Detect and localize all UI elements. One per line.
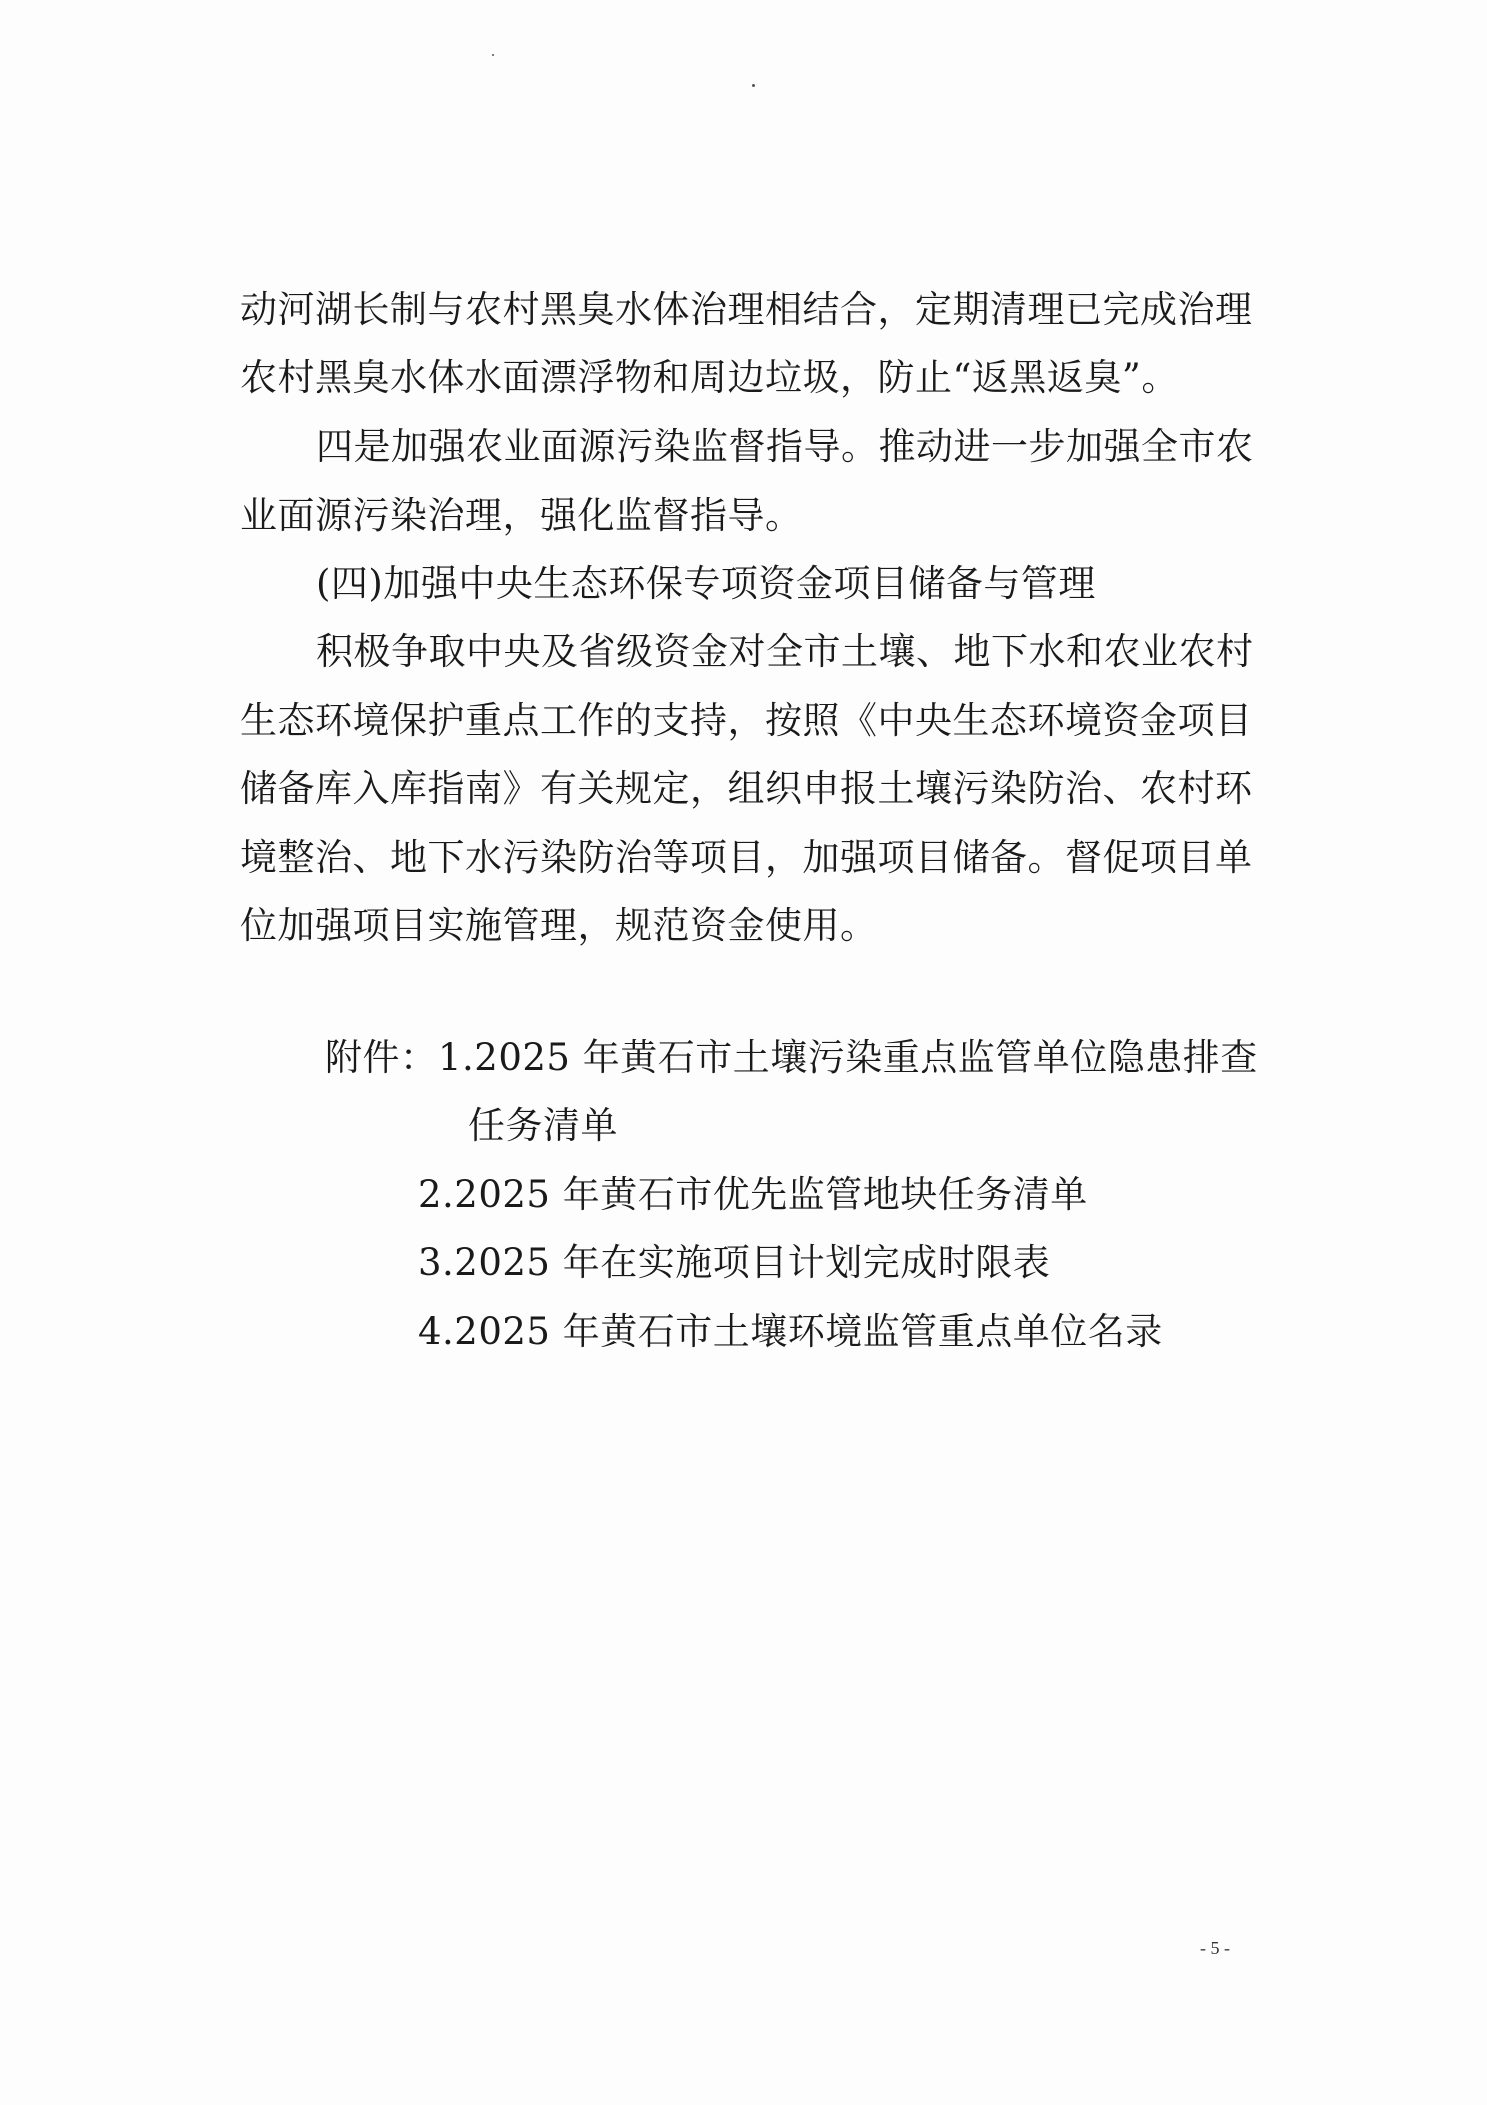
body-line: 四是加强农业面源污染监督指导。推动进一步加强全市农 <box>316 425 1254 468</box>
attachment-item-continuation: 任务清单 <box>468 1104 618 1147</box>
body-line: 业面源污染治理，强化监督指导。 <box>240 494 803 537</box>
body-line: 农村黑臭水体水面漂浮物和周边垃圾，防止“返黑返臭”。 <box>240 356 1179 399</box>
section-heading: (四)加强中央生态环保专项资金项目储备与管理 <box>316 562 1096 605</box>
attachment-item: 3.2025 年在实施项目计划完成时限表 <box>418 1241 1051 1284</box>
body-line: 境整治、地下水污染防治等项目，加强项目储备。督促项目单 <box>240 836 1253 879</box>
body-line: 位加强项目实施管理，规范资金使用。 <box>240 904 878 947</box>
body-line: 动河湖长制与农村黑臭水体治理相结合，定期清理已完成治理 <box>240 288 1253 331</box>
scan-speck <box>492 54 494 56</box>
scan-speck <box>752 84 755 87</box>
attachments-label: 附件： <box>325 1036 438 1079</box>
attachment-item: 1.2025 年黄石市土壤污染重点监管单位隐患排查 <box>438 1036 1258 1079</box>
page-number: - 5 - <box>1200 1938 1230 1958</box>
attachment-item: 4.2025 年黄石市土壤环境监管重点单位名录 <box>418 1310 1163 1353</box>
attachment-item: 2.2025 年黄石市优先监管地块任务清单 <box>418 1173 1088 1216</box>
body-line: 积极争取中央及省级资金对全市土壤、地下水和农业农村 <box>316 630 1254 673</box>
body-line: 储备库入库指南》有关规定，组织申报土壤污染防治、农村环 <box>240 767 1253 810</box>
body-line: 生态环境保护重点工作的支持，按照《中央生态环境资金项目 <box>240 699 1253 742</box>
